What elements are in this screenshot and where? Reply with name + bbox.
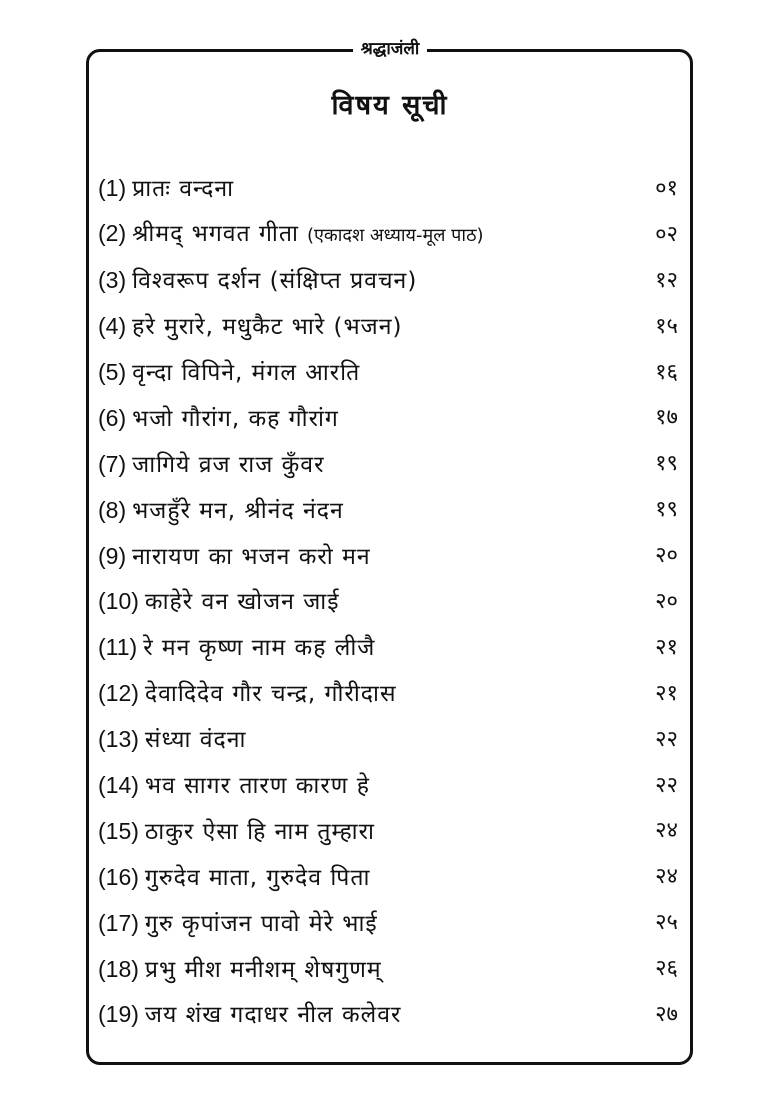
toc-entry	[98, 533, 678, 579]
toc-entry-page-number: २४	[655, 818, 678, 844]
toc-entry	[98, 671, 678, 717]
toc-entry	[98, 304, 678, 350]
toc-entry-number: (1)	[98, 175, 127, 202]
toc-entry-left	[98, 723, 246, 756]
toc-entry-number: (9)	[98, 542, 127, 569]
toc-entry-title: जय शंख गदाधर नील कलेवर	[144, 1002, 402, 1029]
toc-entry-page-number: १७	[655, 405, 678, 431]
toc-entry-title: प्रातः वन्दना	[132, 176, 235, 203]
toc-entry-number: (16)	[98, 863, 139, 890]
toc-entry-left	[98, 631, 375, 664]
toc-entry-title: ठाकुर ऐसा हि नाम तुम्हारा	[144, 818, 376, 845]
toc-entry-page-number: २५	[655, 910, 678, 936]
toc-entry-left	[98, 402, 339, 435]
toc-entry-left	[98, 540, 371, 573]
toc-entry-number: (18)	[98, 955, 139, 982]
toc-entry	[98, 350, 678, 396]
toc-entry-title: प्रभु मीश मनीशम् शेषगुणम्	[144, 956, 382, 983]
toc-entry-page-number: २७	[655, 1001, 678, 1027]
toc-entry-left	[98, 585, 340, 618]
page-title: विषय सूची	[331, 90, 449, 121]
toc-entry-number: (11)	[98, 634, 138, 661]
toc-entry	[98, 946, 678, 992]
toc-entry-number: (7)	[98, 450, 127, 477]
toc-entry	[98, 395, 678, 441]
toc-entry	[98, 487, 678, 533]
toc-entry-page-number: २२	[655, 726, 678, 752]
toc-entry-number: (2)	[98, 220, 127, 247]
toc-entry-title: गुरुदेव माता, गुरुदेव पिता	[144, 864, 371, 891]
toc-entry-title: देवादिदेव गौर चन्द्र, गौरीदास	[144, 681, 397, 708]
toc-entry-number: (10)	[98, 588, 139, 615]
toc-entry-page-number: २०	[655, 543, 678, 569]
toc-entry-title: भजो गौरांग, कह गौरांग	[132, 405, 339, 432]
toc-entry	[98, 441, 678, 487]
toc-entry-subtitle: (एकादश अध्याय-मूल पाठ)	[306, 225, 484, 247]
toc-entry-number: (6)	[98, 404, 127, 431]
toc-entry-left	[98, 677, 397, 710]
toc-entry	[98, 625, 678, 671]
toc-entry-left	[98, 861, 370, 894]
toc-entry-title: नारायण का भजन करो मन	[132, 543, 371, 570]
toc-entry-left	[98, 815, 375, 848]
toc-entry-number: (14)	[98, 772, 139, 799]
toc-entry-page-number: १५	[655, 313, 678, 339]
running-header	[0, 36, 780, 62]
toc-entry-title: रे मन कृष्ण नाम कह लीजै	[143, 635, 376, 662]
toc-entry	[98, 854, 678, 900]
toc-entry-title: भव सागर तारण कारण हे	[144, 773, 370, 800]
table-of-contents	[98, 166, 678, 1038]
toc-entry-number: (4)	[98, 313, 127, 340]
toc-entry-left	[98, 998, 401, 1031]
toc-entry	[98, 717, 678, 763]
toc-entry-page-number: १६	[655, 359, 678, 385]
toc-entry-title: हरे मुरारे, मधुकैट भारे (भजन)	[132, 314, 403, 341]
toc-entry	[98, 992, 678, 1038]
toc-entry	[98, 763, 678, 809]
toc-entry-title: गुरु कृपांजन पावो मेरे भाई	[144, 910, 378, 937]
toc-entry-page-number: २६	[655, 956, 678, 982]
toc-entry-left	[98, 310, 402, 343]
toc-entry-page-number: २०	[655, 588, 678, 614]
toc-entry	[98, 808, 678, 854]
toc-entry-page-number: २४	[655, 864, 678, 890]
toc-entry-title: विश्वरूप दर्शन (संक्षिप्त प्रवचन)	[132, 268, 418, 295]
toc-entry-number: (8)	[98, 496, 127, 523]
toc-entry-number: (13)	[98, 726, 139, 753]
toc-entry-number: (19)	[98, 1001, 139, 1028]
toc-entry-page-number: २१	[655, 634, 678, 660]
toc-entry	[98, 579, 678, 625]
toc-entry-title: जागिये व्रज राज कुँवर	[132, 451, 325, 478]
toc-entry-title: भजहुँरे मन, श्रीनंद नंदन	[132, 497, 344, 524]
toc-entry-page-number: ०१	[655, 175, 678, 201]
toc-entry-title: संध्या वंदना	[144, 727, 247, 754]
toc-entry-page-number: २२	[655, 772, 678, 798]
toc-entry-left	[98, 217, 484, 252]
toc-entry-page-number: १२	[655, 267, 678, 293]
toc-entry-left	[98, 356, 360, 389]
toc-entry	[98, 166, 678, 212]
toc-entry-number: (3)	[98, 267, 127, 294]
toc-entry-left	[98, 953, 382, 986]
toc-entry-page-number: ०२	[655, 221, 678, 247]
toc-entry-page-number: १९	[655, 451, 678, 477]
toc-entry-title: श्रीमद् भगवत गीता	[132, 221, 299, 248]
toc-entry-number: (15)	[98, 817, 139, 844]
toc-entry-page-number: १९	[655, 497, 678, 523]
toc-entry-left	[98, 907, 378, 940]
toc-entry-left	[98, 172, 234, 205]
toc-entry-left	[98, 264, 417, 297]
running-header-text: श्रद्धाजंली	[353, 36, 428, 62]
toc-entry-page-number: २१	[655, 680, 678, 706]
toc-entry	[98, 900, 678, 946]
toc-entry-number: (12)	[98, 680, 139, 707]
toc-entry	[98, 212, 678, 258]
toc-entry-number: (17)	[98, 909, 139, 936]
toc-entry-left	[98, 769, 370, 802]
toc-entry-left	[98, 448, 324, 481]
toc-entry-number: (5)	[98, 359, 127, 385]
toc-entry	[98, 258, 678, 304]
toc-entry-left	[98, 494, 344, 527]
toc-entry-title: काहेरे वन खोजन जाई	[144, 589, 340, 616]
toc-entry-title: वृन्दा विपिने, मंगल आरति	[132, 360, 361, 386]
